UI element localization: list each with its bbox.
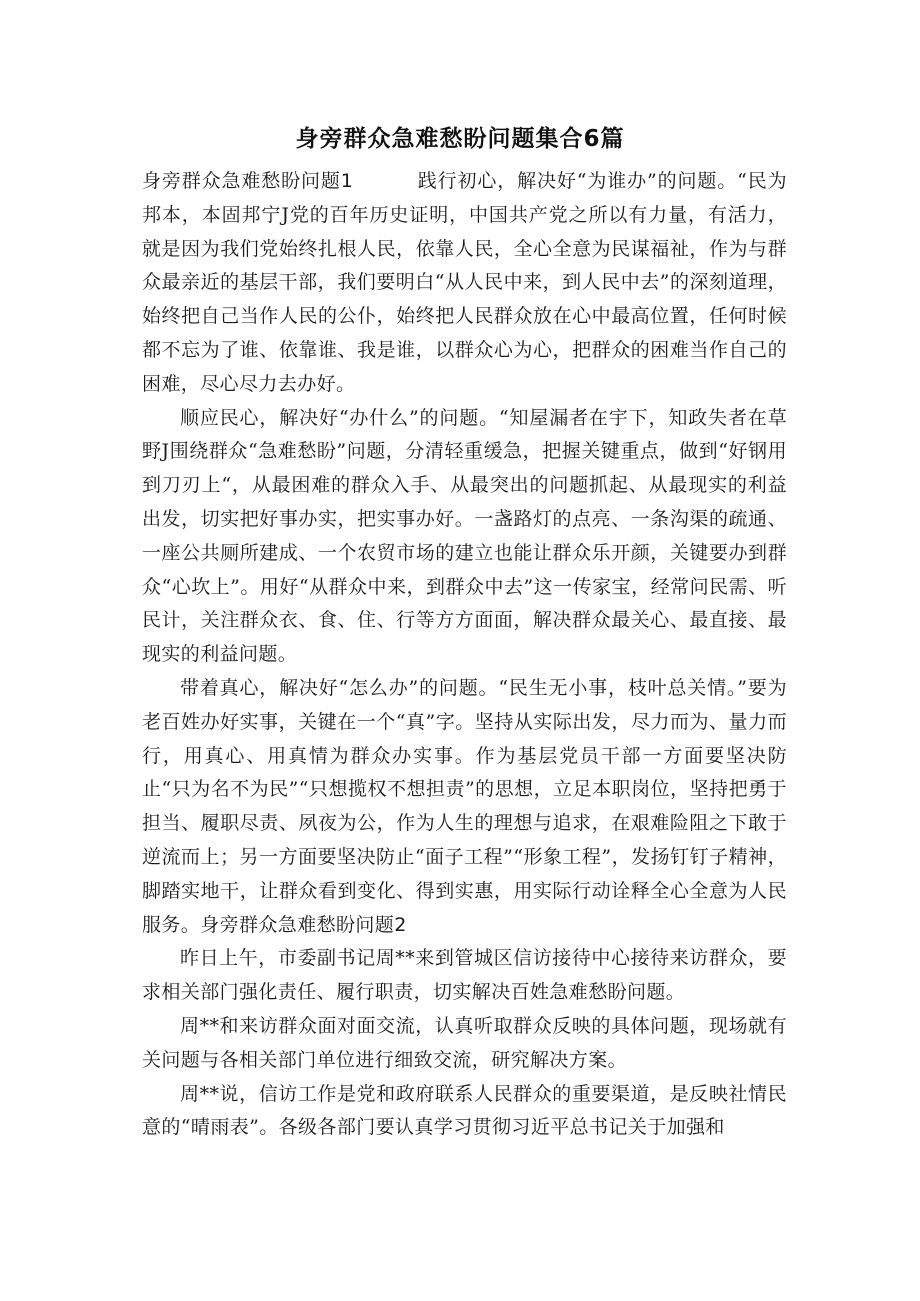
paragraph-2: 顺应民心，解决好“办什么”的问题。“知屋漏者在宇下，知政失者在草野J围绕群众“急难愁盼”问题，分清轻重缓急，把握关键重点，做到“好钢用到刀刃上“，从最困难的群众入手、从最突出的问题抓起、从最现实的利益出发，切实把好事办实，把实事办好。一盏路灯的点亮、一条沟渠的疏通、一座公共厕所建成、一个农贸市场的建立也能让群众乐开颜，关键要办到群众“心坎上”。用好“从群众中来，到群众中去”这一传家宝，经常问民需、听民计，关注群众衣、食、住、行等方方面面，解决群众最关心、最直接、最现实的利益问题。 xyxy=(142,406,787,666)
paragraph-5: 周**和来访群众面对面交流，认真听取群众反映的具体问题，现场就有关问题与各相关部门单位进行细致交流，研究解决方案。 xyxy=(142,1014,787,1071)
document-body xyxy=(142,165,787,1145)
paragraph-1 xyxy=(142,165,787,402)
document-title: 身旁群众急难愁盼问题集合6篇 xyxy=(295,126,625,152)
section-heading-2: 身旁群众急难愁盼问题2 xyxy=(200,913,407,936)
paragraph-1-text: 践行初心，解决好“为谁办”的问题。“民为邦本，本固邦宁J党的百年历史证明，中国共产党之所以有力量，有活力，就是因为我们党始终扎根人民，依靠人民，全心全意为民谋福祉，作为与群众最亲近的基层干部，我们要明白“从人民中来，到人民中去”的深刻道理，始终把自己当作人民的公仆，始终把人民群众放在心中最高位置，任何时候都不忘为了谁、依靠谁、我是谁，以群众心为心，把群众的困难当作自己的困难，尽心尽力去办好。 xyxy=(142,170,787,395)
paragraph-4: 昨日上午，市委副书记周**来到管城区信访接待中心接待来访群众，要求相关部门强化责任、履行职责，切实解决百姓急难愁盼问题。 xyxy=(142,947,787,1004)
section-heading-1: 身旁群众急难愁盼问题1 xyxy=(142,170,354,192)
paragraph-6: 周**说，信访工作是党和政府联系人民群众的重要渠道，是反映社情民意的“晴雨表”。各级各部门要认真学习贯彻习近平总书记关于加强和 xyxy=(142,1082,787,1139)
paragraph-3 xyxy=(142,672,787,942)
paragraph-3-text: 带着真心，解决好“怎么办”的问题。“民生无小事，枝叶总关情。”要为老百姓办好实事，关键在一个“真”字。坚持从实际出发，尽力而为、量力而行，用真心、用真情为群众办实事。作为基层党员干部一方面要坚决防止“只为名不为民”“只想揽权不想担责”的思想，立足本职岗位，坚持把勇于担当、履职尽责、夙夜为公，作为人生的理想与追求，在艰难险阻之下敢于逆流而上；另一方面要坚决防止“面子工程”“形象工程”，发扬钉钉子精神，脚踏实地干，让群众看到变化、得到实惠，用实际行动诠释全心全意为人民服务。 xyxy=(142,676,787,936)
